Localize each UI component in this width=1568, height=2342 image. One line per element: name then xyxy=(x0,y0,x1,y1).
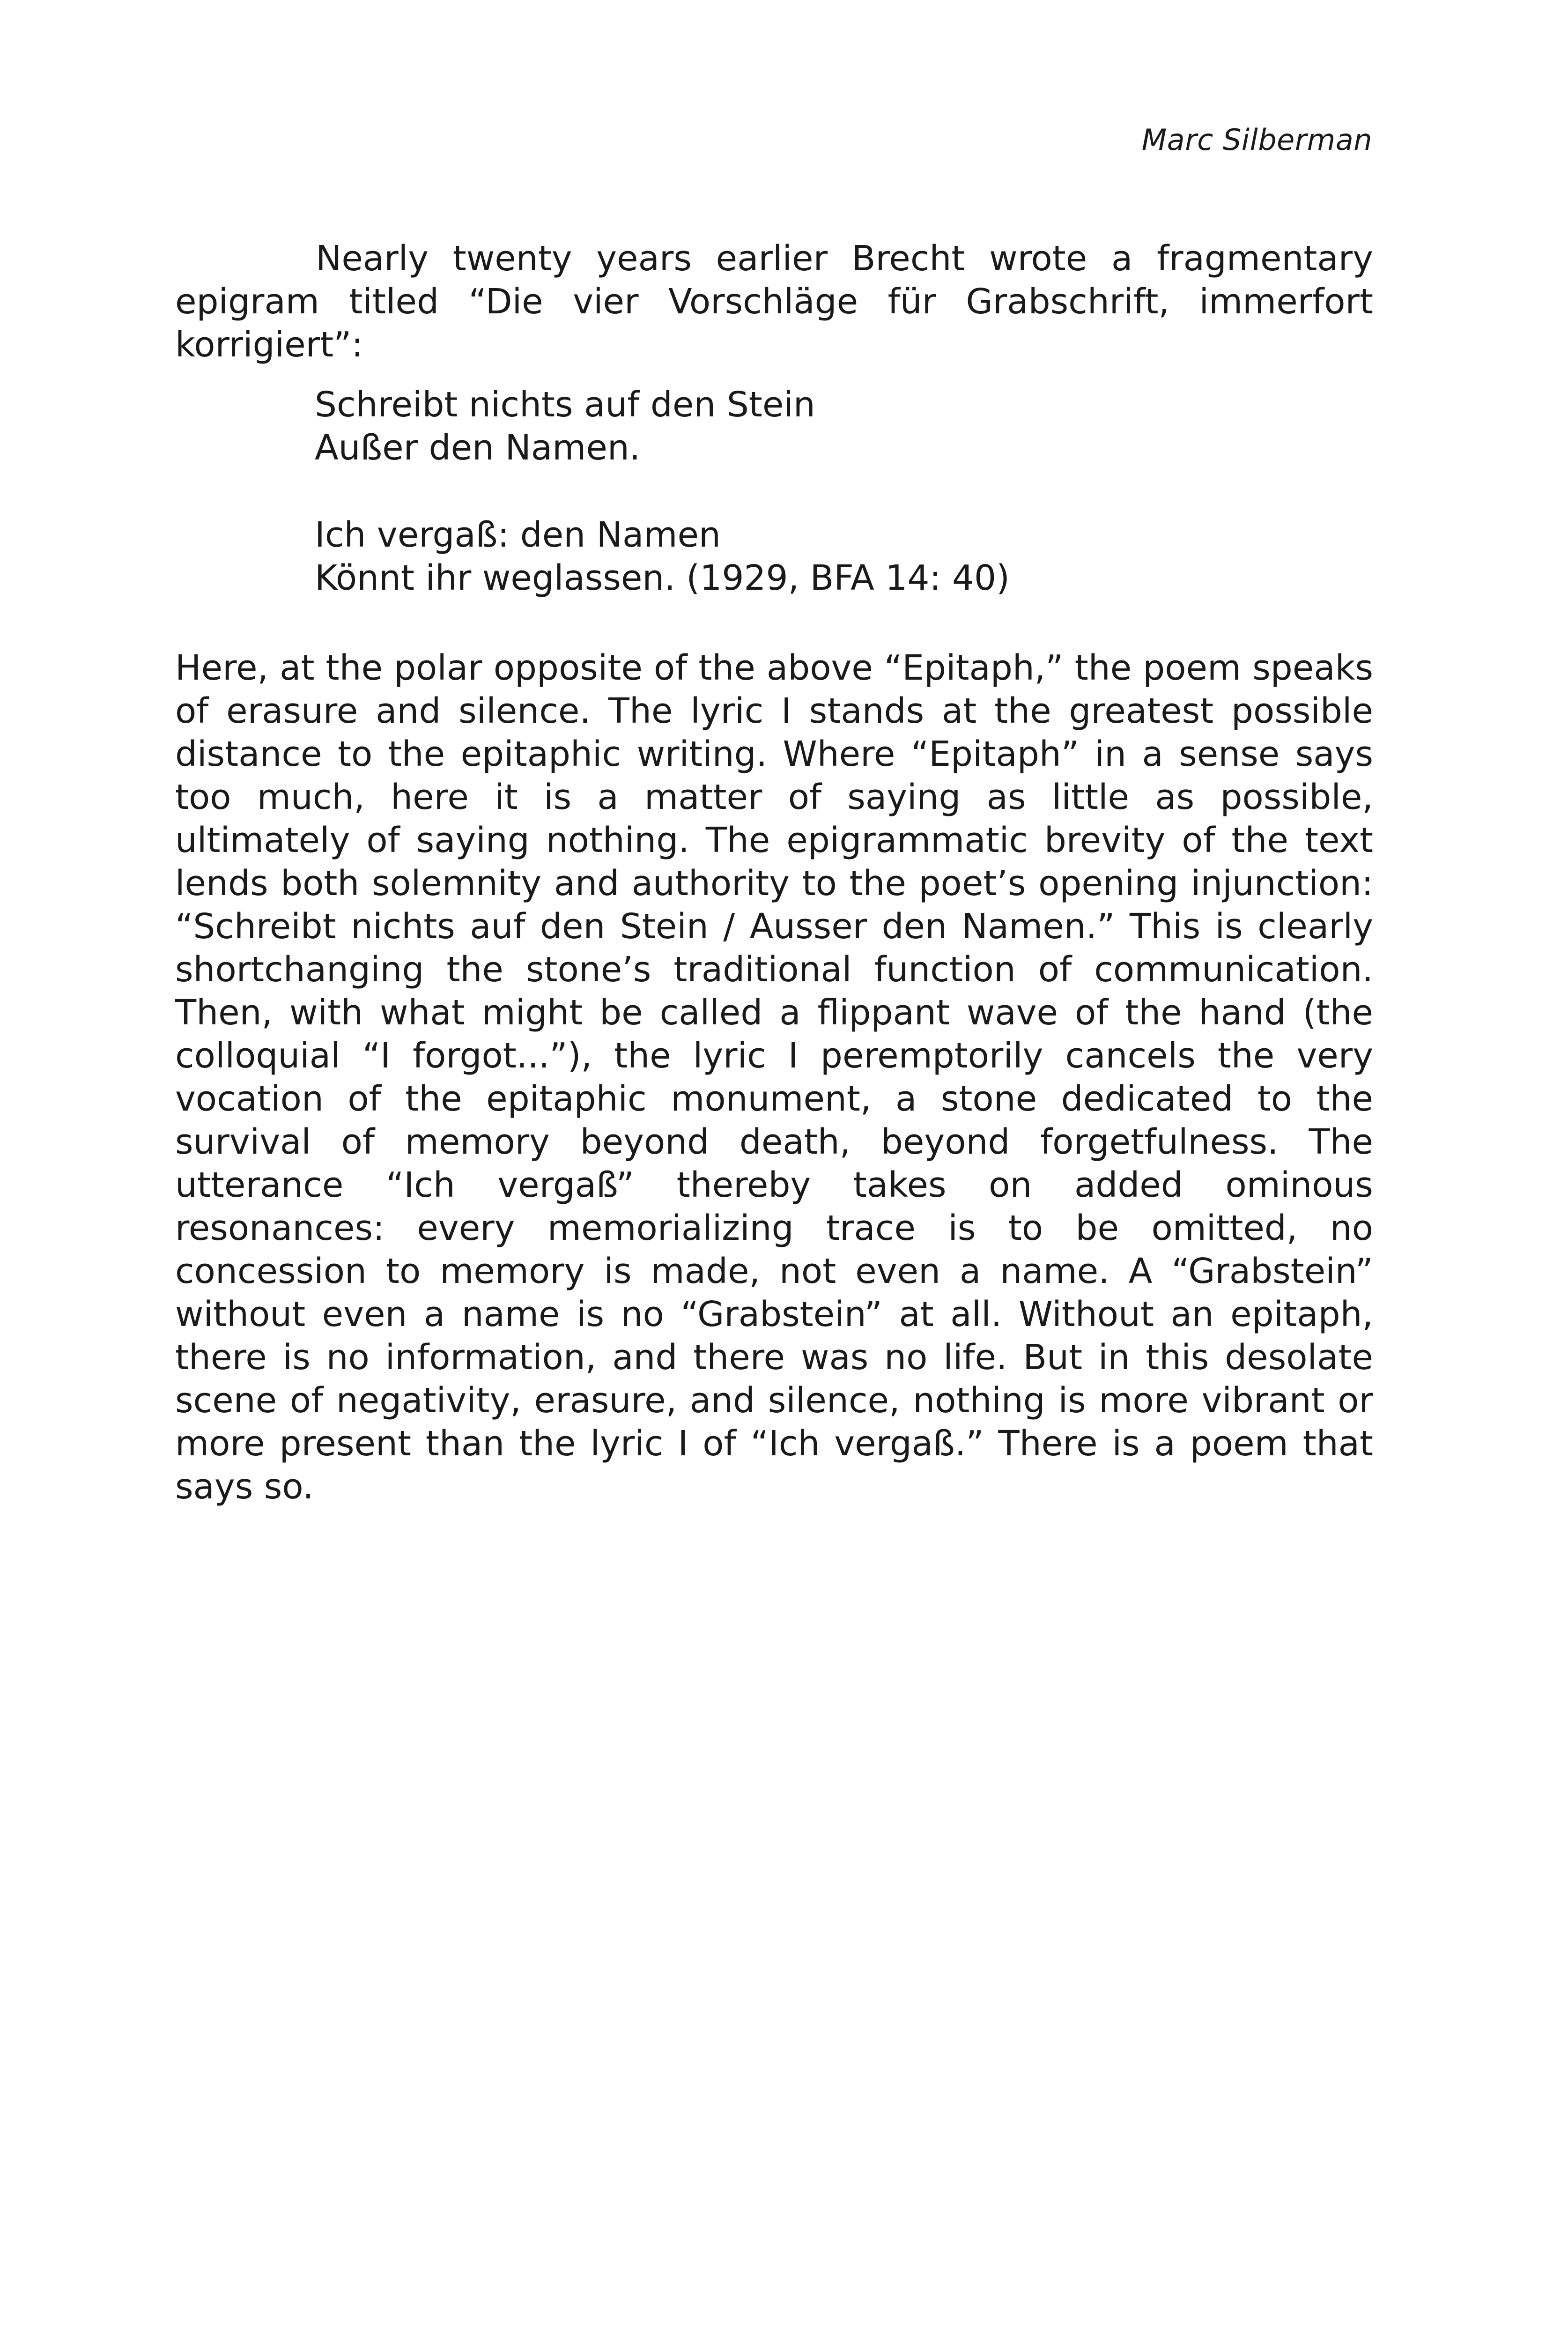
poem-line: Schreibt nichts auf den Stein xyxy=(315,385,815,425)
poem-line: Außer den Namen. xyxy=(315,428,641,468)
running-head-author: Marc Silberman xyxy=(1141,123,1372,157)
poem-line: Könnt ihr weglassen. (1929, BFA 14: 40) xyxy=(315,558,1010,598)
intro-paragraph: Nearly twenty years earlier Brecht wrote a fragmentary epigram titled “Die vier Vorschläge für Grabschrift, immerfort korrigiert”: xyxy=(175,238,1373,365)
poem-stanza-2 xyxy=(315,513,1010,600)
poem-stanza-1 xyxy=(315,383,815,469)
main-paragraph: Here, at the polar opposite of the above “Epitaph,” the poem speaks of erasure and silence. The lyric I stands at the greatest possible distance to the epitaphic writing. Where “Epitaph” in a sense says too much, here it is a matter of saying as little as possible, ultimately of saying nothing. The epigrammatic brevity of the text lends both solemnity and authority to the poet’s opening injunction: “Schreibt nichts auf den Stein / Ausser den Namen.” This is clearly shortchanging the stone’s traditional function of communication. Then, with what might be called a flippant wave of the hand (the colloquial “I forgot...”), the lyric I peremptorily cancels the very vocation of the epitaphic monument, a stone dedicated to the survival of memory beyond death, beyond forgetfulness. The utterance “Ich vergaß” thereby takes on added ominous resonances: every memorializing trace is to be omitted, no concession to memory is made, not even a name. A “Grabstein” without even a name is no “Grabstein” at all. Without an epitaph, there is no information, and there was no life. But in this desolate scene of negativity, erasure, and silence, nothing is more vibrant or more present than the lyric I of “Ich vergaß.” There is a poem that says so. xyxy=(175,648,1373,1507)
poem-line: Ich vergaß: den Namen xyxy=(315,515,721,555)
